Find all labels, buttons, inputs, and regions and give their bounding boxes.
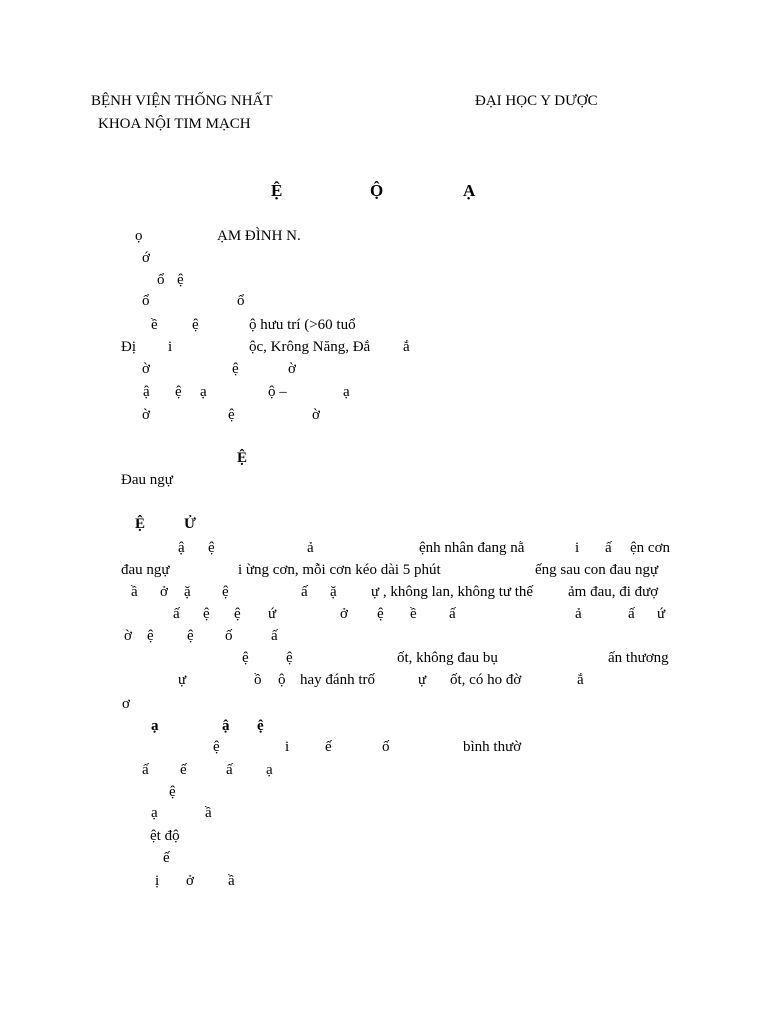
admin-line: ạ	[343, 384, 350, 400]
history-text: ệ	[147, 628, 154, 644]
status-text: i	[285, 739, 290, 755]
history-text: ệ	[187, 628, 194, 644]
history-text: ở	[160, 584, 168, 600]
history-text: ậ	[178, 540, 185, 556]
section-heading: Ệ	[135, 516, 146, 532]
admin-line: ổ	[142, 293, 150, 309]
admin-line: ờ	[142, 361, 150, 377]
history-text: ệ	[377, 606, 384, 622]
status-text: ầ	[228, 873, 235, 889]
history-text: ốt, có ho đờ	[450, 672, 522, 688]
admin-line: ạ	[200, 384, 207, 400]
history-text: ệnh nhân đang nằ	[419, 540, 525, 556]
chief-complaint: Đau ngự	[121, 472, 173, 488]
admin-line: ọ	[135, 228, 143, 244]
history-text: ấ	[449, 606, 456, 622]
history-text: ệ	[203, 606, 210, 622]
history-text: i ừng cơn, mỗi cơn kéo dài 5 phút	[238, 562, 441, 578]
history-text: ứ	[268, 606, 277, 622]
history-text: ứ	[657, 606, 666, 622]
history-text: ặ	[184, 584, 191, 600]
history-text: ệ	[208, 540, 215, 556]
title-fragment: Ộ	[370, 181, 384, 200]
history-text: ấ	[628, 606, 635, 622]
status-text: ố	[382, 739, 390, 755]
history-text: ệ	[242, 650, 249, 666]
history-text: ả	[307, 540, 314, 556]
history-text: ộ	[278, 672, 286, 688]
university-name: ĐẠI HỌC Y DƯỢC	[475, 93, 598, 109]
history-text: ệ	[222, 584, 229, 600]
history-text: ở	[340, 606, 348, 622]
section-heading: Ử	[184, 516, 196, 532]
address: ộc, Krông Năng, Đắ	[249, 339, 371, 355]
admin-line: ệ	[228, 407, 235, 423]
department-name: KHOA NỘI TIM MẠCH	[98, 116, 251, 132]
status-text: ị	[155, 873, 160, 889]
history-text: ờ	[124, 628, 132, 644]
hospital-name: BỆNH VIỆN THỐNG NHẤT	[91, 93, 273, 109]
history-text: ốt, không đau bụ	[397, 650, 498, 666]
admin-line: i	[168, 339, 173, 355]
title-fragment: Ệ	[271, 181, 283, 200]
history-text: ồ	[254, 672, 262, 688]
section-heading: Ệ	[237, 450, 248, 466]
status-text: ấ	[226, 762, 233, 778]
history-text: đau ngự	[121, 562, 170, 578]
history-text: ấ	[173, 606, 180, 622]
status-text: ế	[180, 762, 187, 778]
section-heading: ậ	[222, 718, 230, 734]
admin-line: ờ	[142, 407, 150, 423]
admin-line: ắ	[403, 339, 410, 355]
admin-line: ổ	[237, 293, 245, 309]
history-text: ấ	[271, 628, 278, 644]
history-text: ảm đau, đi đượ	[568, 584, 659, 600]
history-text: ặ	[330, 584, 337, 600]
status-text: ệ	[169, 784, 176, 800]
status-text: ệt độ	[150, 828, 180, 844]
admin-line: ờ	[288, 361, 296, 377]
admin-line: ề	[151, 317, 158, 333]
admin-line: Đị	[121, 339, 136, 355]
history-text: ếng sau con đau ngự	[535, 562, 659, 578]
admin-line: ệ	[232, 361, 239, 377]
admin-line: ờ	[312, 407, 320, 423]
status-text: ệ	[213, 739, 220, 755]
history-text: ệ	[234, 606, 241, 622]
history-text: ự , không lan, không tư thế	[371, 584, 534, 600]
history-text: ả	[575, 606, 582, 622]
admin-line: ệ	[177, 272, 184, 288]
admin-line: ổ	[157, 272, 165, 288]
history-text: ắ	[577, 672, 584, 688]
admin-line: ệ	[175, 384, 182, 400]
admin-line: ớ	[142, 250, 150, 266]
status-text: ế	[163, 850, 170, 866]
status-text: ạ	[266, 762, 273, 778]
history-text: ện cơn	[630, 540, 670, 556]
status-text: ế	[325, 739, 332, 755]
history-text: ấn thương	[608, 650, 669, 666]
status-text: ở	[186, 873, 194, 889]
status-text: ạ	[151, 805, 158, 821]
history-text: ề	[410, 606, 417, 622]
history-text: i	[575, 540, 580, 556]
history-text: ự	[418, 672, 427, 688]
history-text: ơ	[122, 696, 130, 712]
status-text: ầ	[205, 805, 212, 821]
occupation: ộ hưu trí (>60 tuổ	[249, 317, 356, 333]
section-heading: ạ	[151, 718, 159, 734]
status-text: ấ	[142, 762, 149, 778]
history-text: ầ	[131, 584, 138, 600]
admin-line: ộ –	[268, 384, 287, 400]
history-text: ệ	[286, 650, 293, 666]
history-text: ấ	[605, 540, 612, 556]
history-text: hay đánh trố	[300, 672, 375, 688]
title-fragment: Ạ	[463, 181, 476, 200]
history-text: ấ	[301, 584, 308, 600]
history-text: ố	[225, 628, 233, 644]
admin-line: ậ	[143, 384, 150, 400]
history-text: ự	[178, 672, 187, 688]
section-heading: ệ	[257, 718, 264, 734]
patient-name: ẠM ĐÌNH N.	[217, 228, 301, 244]
admin-line: ệ	[192, 317, 199, 333]
status-text: bình thườ	[463, 739, 522, 755]
